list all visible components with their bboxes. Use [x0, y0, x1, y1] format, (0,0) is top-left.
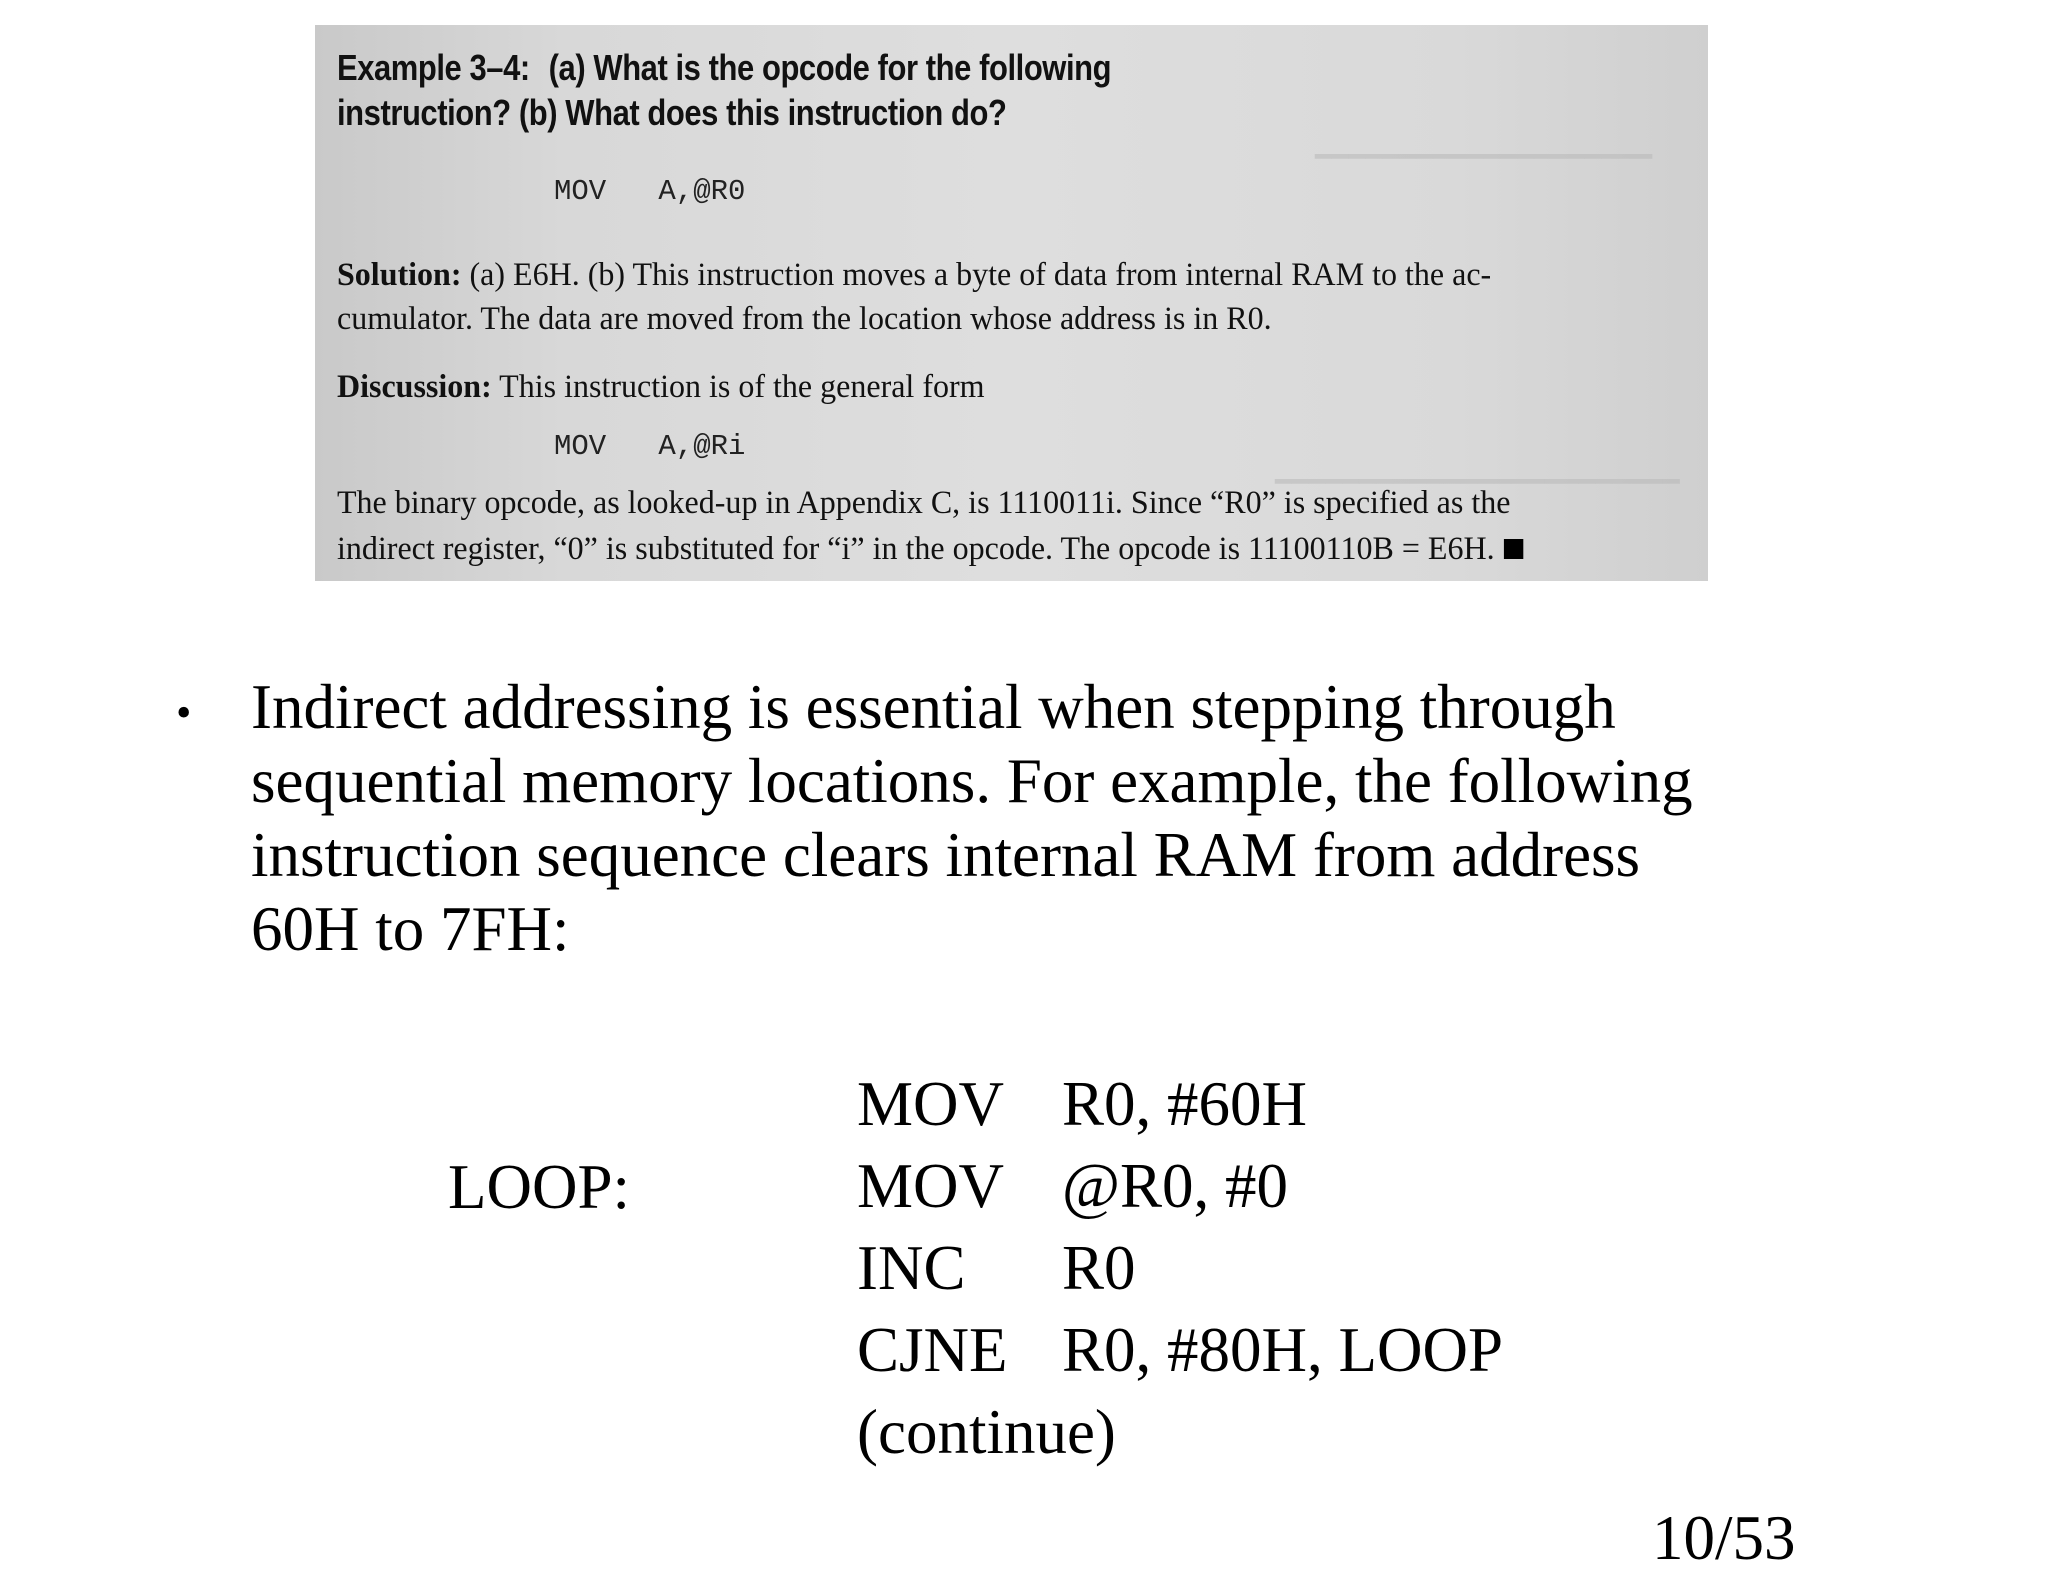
- code-opcode: MOV: [857, 1151, 1005, 1221]
- example-title: [337, 45, 1111, 135]
- code-operands: R0: [1062, 1233, 1136, 1303]
- solution-line-1: [337, 253, 1491, 297]
- assembly-listing: [857, 1063, 1503, 1473]
- scanned-example-image: [315, 25, 1708, 581]
- page-number: 10/53: [1652, 1503, 1796, 1573]
- end-of-example-mark: [1504, 539, 1523, 559]
- code-row: [857, 1227, 1503, 1309]
- paragraph-line: Indirect addressing is essential when stepping through: [251, 672, 1616, 742]
- paragraph-line: instruction sequence clears internal RAM from address: [251, 820, 1641, 890]
- code-opcode: CJNE: [857, 1315, 1008, 1385]
- bullet-paragraph: [251, 670, 1951, 966]
- code-continue: (continue): [857, 1397, 1116, 1467]
- code-row: [857, 1391, 1503, 1473]
- code-operands: R0, #80H, LOOP: [1062, 1315, 1504, 1385]
- example-number: Example 3–4:: [337, 47, 530, 88]
- code-operands: @R0, #0: [1062, 1151, 1289, 1221]
- bleed-through-decoration: ━━━━━━━━━━━━━━━━━━━━: [1315, 141, 1653, 172]
- binary-opcode-text-2: indirect register, “0” is substituted for “i” in the opcode. The opcode is 11100110B = E6H.: [337, 531, 1495, 567]
- discussion-line: [337, 365, 985, 409]
- binary-opcode-line-1: The binary opcode, as looked-up in Appendix C, is 1110011i. Since “R0” is specified as the: [337, 485, 1511, 521]
- example-question-part2: instruction? (b) What does this instruction do?: [337, 92, 1007, 133]
- loop-label: LOOP:: [448, 1152, 631, 1222]
- code-opcode: MOV: [857, 1069, 1005, 1139]
- solution-line-2: cumulator. The data are moved from the location whose address is in R0.: [337, 301, 1272, 337]
- code-row: [857, 1309, 1503, 1391]
- solution-label: Solution:: [337, 257, 462, 293]
- bullet-marker: •: [176, 688, 192, 737]
- bleed-through-decoration: ━━━━━━━━━━━━━━━━━━━━━━━━: [1275, 466, 1680, 497]
- example-code-1: MOV A,@R0: [554, 175, 746, 208]
- code-row: [857, 1063, 1503, 1145]
- paragraph-line: sequential memory locations. For example, the following: [251, 746, 1693, 816]
- binary-opcode-line-2: [337, 527, 1524, 571]
- solution-text-1: (a) E6H. (b) This instruction moves a byte of data from internal RAM to the ac-: [461, 257, 1492, 293]
- code-opcode: INC: [857, 1233, 966, 1303]
- discussion-label: Discussion:: [337, 369, 492, 405]
- example-question-part1: (a) What is the opcode for the following: [548, 47, 1112, 88]
- discussion-text: This instruction is of the general form: [491, 369, 985, 405]
- code-row: [857, 1145, 1503, 1227]
- code-operands: R0, #60H: [1062, 1069, 1308, 1139]
- example-code-2: MOV A,@Ri: [554, 430, 746, 463]
- paragraph-line: 60H to 7FH:: [251, 894, 570, 964]
